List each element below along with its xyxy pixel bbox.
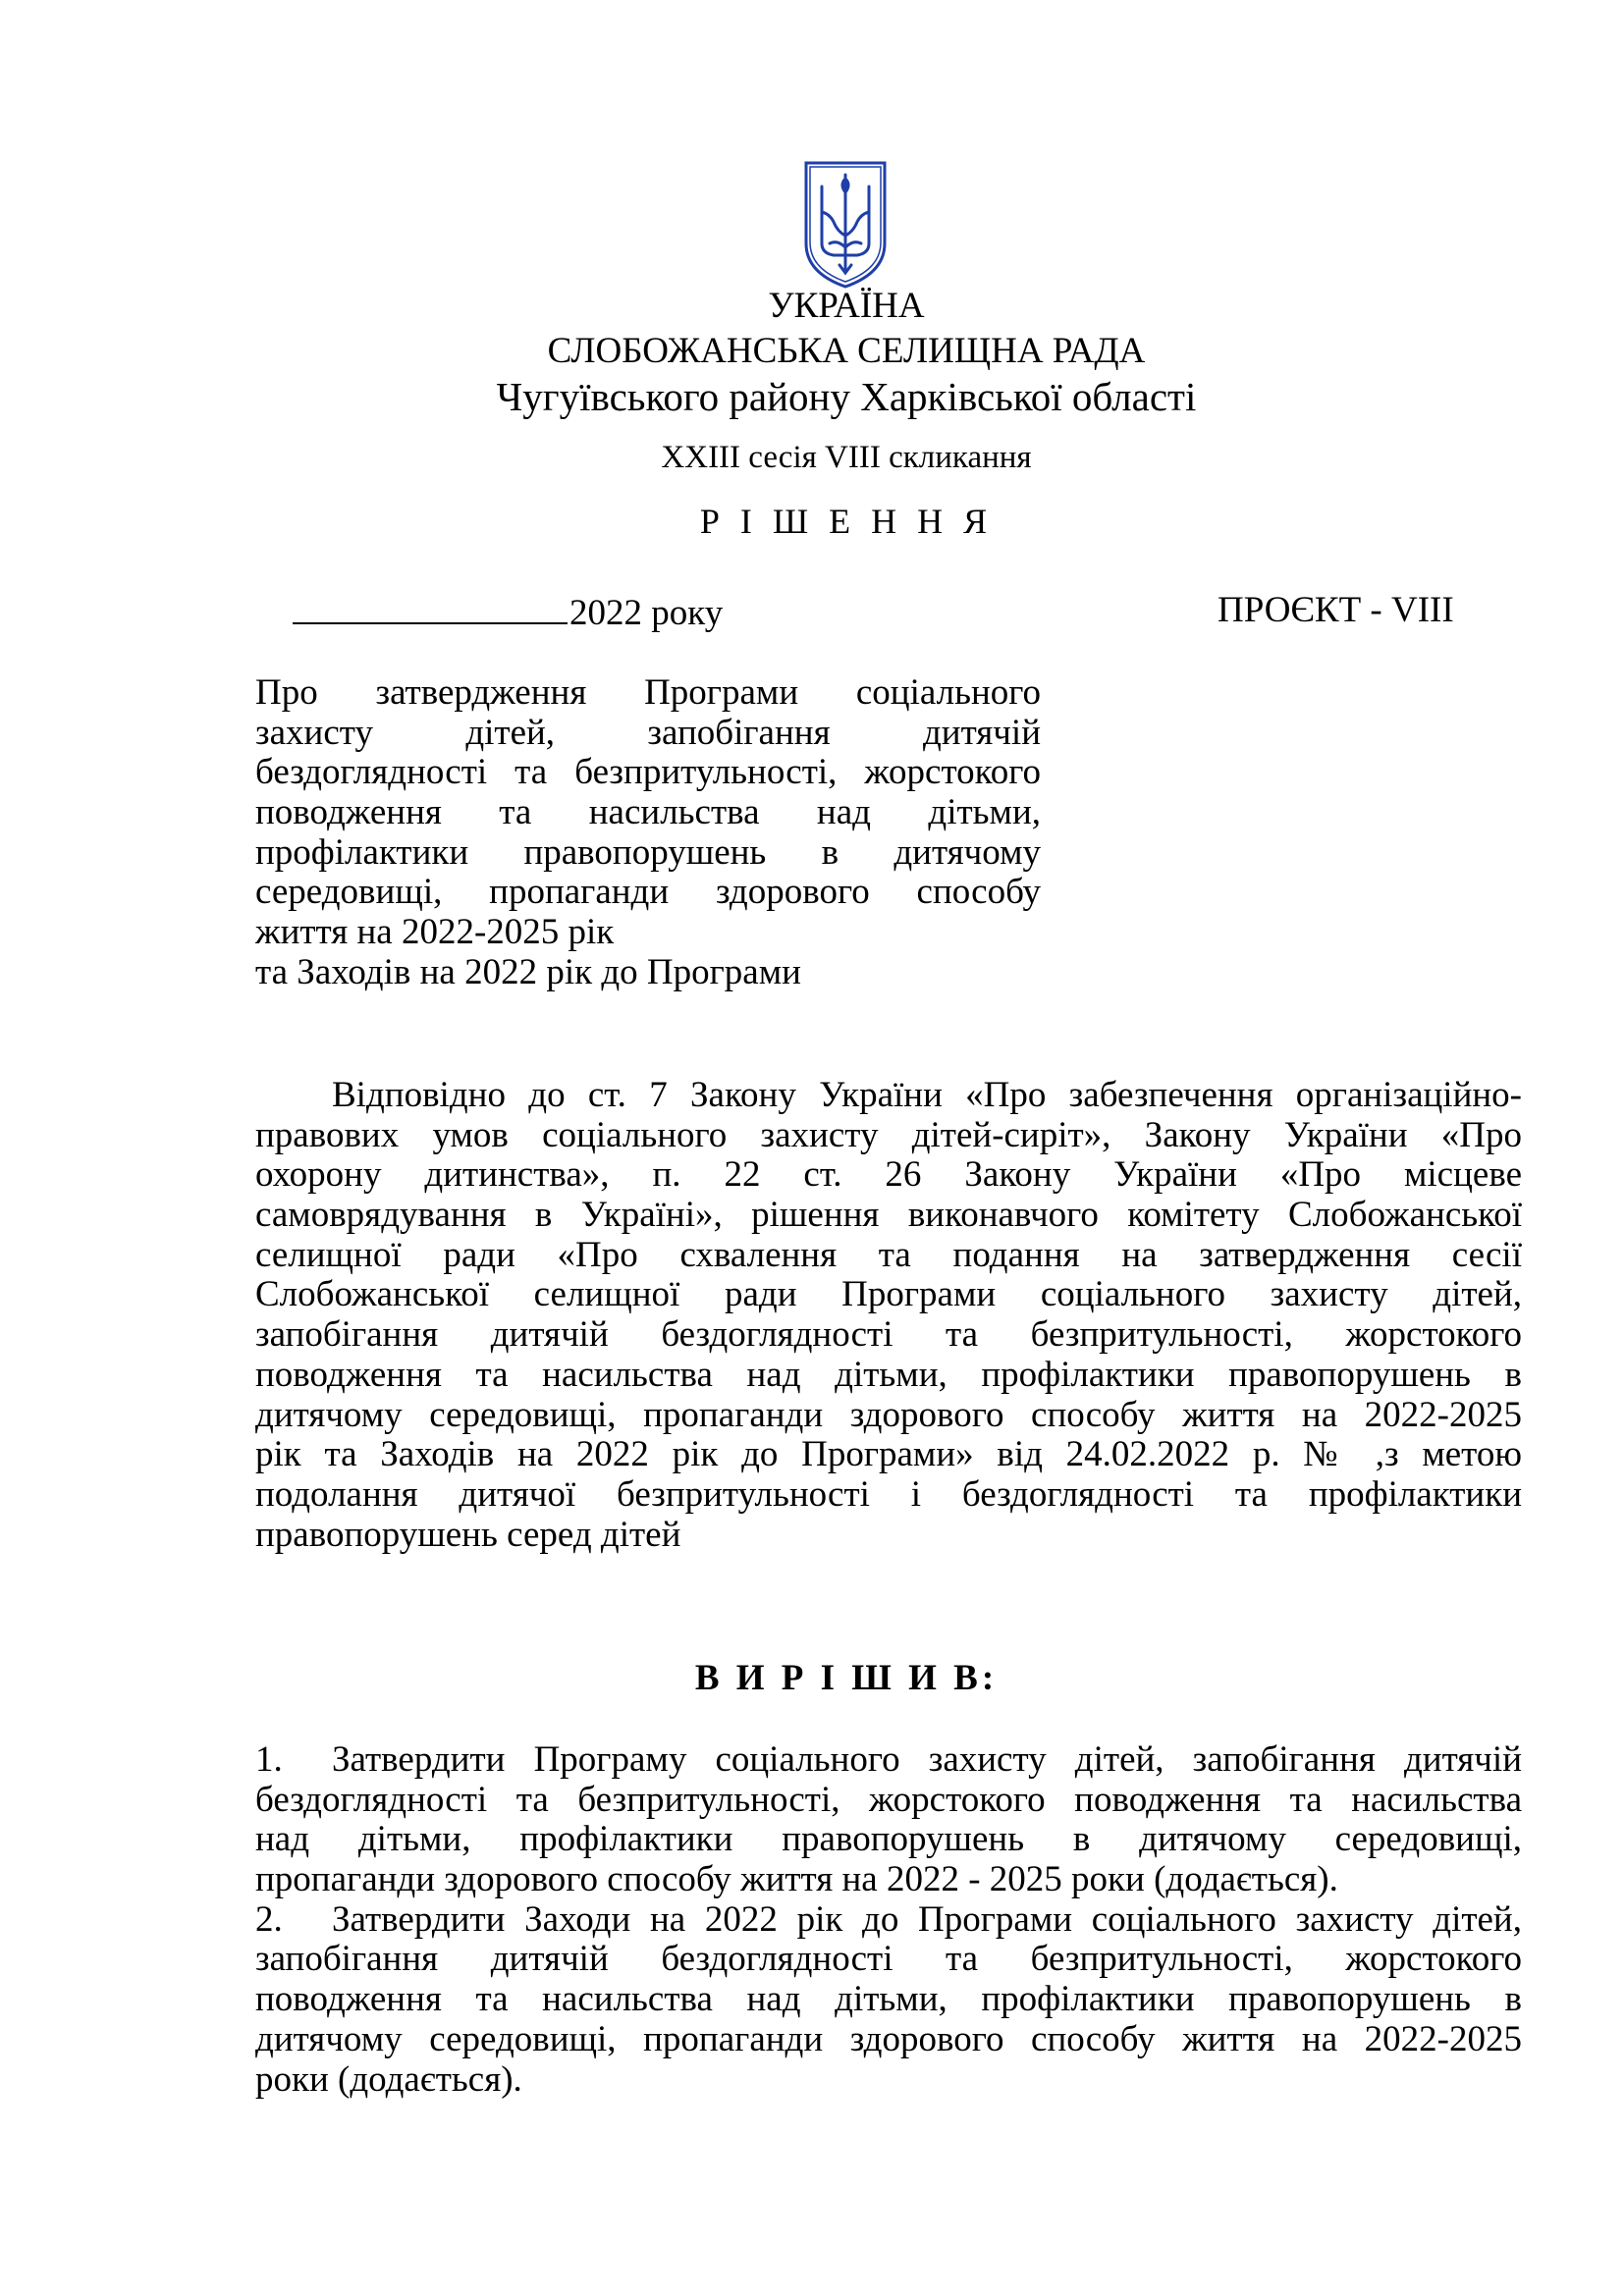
preamble-line: подолання дитячої безпритульності і бездоглядності та профілактики <box>255 1473 1522 1515</box>
decision-heading: Р І Ш Е Н Н Я <box>699 502 994 541</box>
title-line: середовищі, пропаганди здорового способу <box>255 872 1041 913</box>
coat-of-arms-trident-icon <box>800 157 891 293</box>
preamble-line: самоврядування в Україні», рішення виконавчого комітету Слобожанської <box>255 1195 1522 1236</box>
preamble-line: рік та Заходів на 2022 рік до Програми» від 24.02.2022 р. № ,з метою <box>255 1434 1522 1475</box>
preamble-line: дитячому середовищі, пропаганди здорового способу життя на 2022-2025 <box>255 1394 1522 1435</box>
preamble-line: поводження та насильства над дітьми, профілактики правопорушень в <box>255 1354 1522 1395</box>
date-suffix: 2022 року <box>569 593 724 633</box>
preamble-line: правопорушень серед дітей <box>255 1514 681 1555</box>
preamble-line: правових умов соціального захисту дітей-сиріт», Закону України «Про <box>255 1114 1522 1155</box>
item-line: над дітьми, профілактики правопорушень в дитячому середовищі, <box>255 1819 1522 1860</box>
title-line: профілактики правопорушень в дитячому <box>255 831 1041 873</box>
resolution-items <box>255 1740 1522 2100</box>
title-line: життя на 2022-2025 рік <box>255 912 615 953</box>
item-line: дитячому середовищі, пропаганди здорового способу життя на 2022-2025 <box>255 2018 1522 2059</box>
item-text: Затвердити Заходи на 2022 рік до Програми соціального захисту дітей, <box>332 1898 1522 1940</box>
item-line: бездоглядності та безпритульності, жорстокого поводження та насильства <box>255 1779 1522 1820</box>
district-name: Чугуївського району Харківської області <box>496 374 1197 419</box>
item-number: 1. <box>255 1739 283 1780</box>
item-line: роки (додається). <box>255 2058 522 2100</box>
preamble-line: Слобожанської селищної ради Програми соціального захисту дітей, <box>255 1274 1522 1315</box>
item-line <box>255 1900 1522 1941</box>
country-name: УКРАЇНА <box>768 286 925 326</box>
preamble-line: Відповідно до ст. 7 Закону України «Про забезпечення організаційно- <box>332 1075 1522 1115</box>
council-name: СЛОБОЖАНСЬКА СЕЛИЩНА РАДА <box>547 331 1146 371</box>
title-line: захисту дітей, запобігання дитячій <box>255 712 1041 753</box>
resolved-heading: В И Р І Ш И В: <box>694 1658 999 1698</box>
preamble-paragraph <box>255 1076 1522 1555</box>
item-line: запобігання дитячій бездоглядності та безпритульності, жорстокого <box>255 1939 1522 1980</box>
session-label: XXIII сесія VIII скликання <box>661 440 1032 475</box>
title-line: Про затвердження Програми соціального <box>255 672 1041 713</box>
item-line: пропаганди здорового способу життя на 2022 - 2025 роки (додається). <box>255 1859 1338 1900</box>
preamble-line: запобігання дитячій бездоглядності та безпритульності, жорстокого <box>255 1314 1522 1356</box>
date-blank-field <box>293 589 568 624</box>
decision-title <box>255 673 1041 993</box>
preamble-line: охорону дитинства», п. 22 ст. 26 Закону України «Про місцеве <box>255 1154 1522 1196</box>
item-text: Затвердити Програму соціального захисту дітей, запобігання дитячій <box>332 1739 1522 1780</box>
project-label: ПРОЄКТ - VIII <box>1218 590 1454 630</box>
date-line <box>293 589 723 634</box>
title-line: та Заходів на 2022 рік до Програми <box>255 951 801 992</box>
item-line: поводження та насильства над дітьми, профілактики правопорушень в <box>255 1979 1522 2020</box>
preamble-line: селищної ради «Про схвалення та подання на затвердження сесії <box>255 1234 1522 1275</box>
title-line: бездоглядності та безпритульності, жорстокого <box>255 752 1041 793</box>
title-line: поводження та насильства над дітьми, <box>255 792 1041 833</box>
item-line <box>255 1740 1522 1781</box>
item-number: 2. <box>255 1898 283 1940</box>
